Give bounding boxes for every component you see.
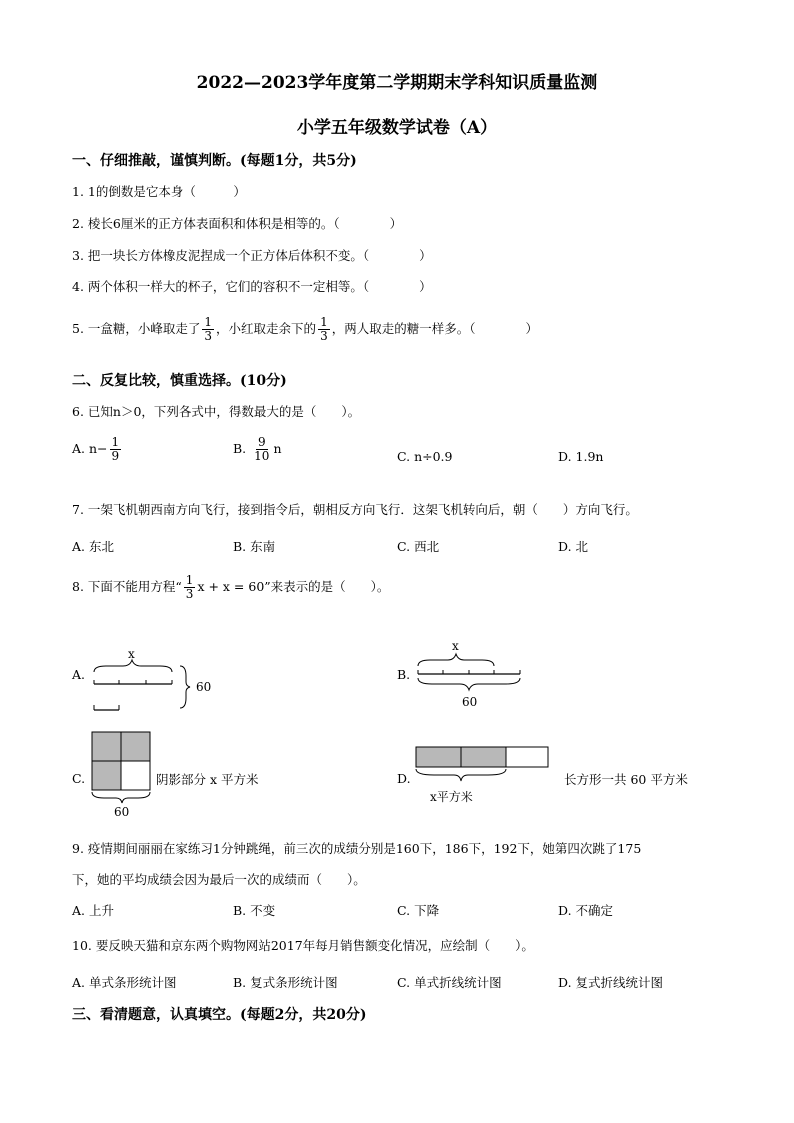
q6-option-b: B. $\frac{9}{10}$ n xyxy=(233,435,282,464)
q8-option-b-label: B. xyxy=(397,667,411,682)
question-8: 8. 下面不能用方程“ $\frac{1}{3}$ x + x = 60”来表示的是（ ）。 xyxy=(72,573,390,602)
q10-option-d: D. 复式折线统计图 xyxy=(558,975,664,990)
q5-text-a: 5. 一盒糖，小峰取走了 xyxy=(72,321,201,337)
q6-option-c: C. n÷0.9 xyxy=(397,449,453,464)
q8-b-x-label: x xyxy=(452,639,459,653)
question-2: 2. 棱长6厘米的正方体表面积和体积是相等的。（ ） xyxy=(72,216,403,231)
question-5 xyxy=(72,316,538,343)
q8-option-d-label: D. xyxy=(397,771,411,786)
q9-option-c: C. 下降 xyxy=(397,903,440,918)
q7-option-b: B. 东南 xyxy=(233,539,276,554)
q6-option-a: A. n− $\frac{1}{9}$ xyxy=(72,435,120,464)
q10-option-b: B. 复式条形统计图 xyxy=(233,975,338,990)
q8-option-a-label: A. xyxy=(72,667,86,682)
q8-c-60-label: 60 xyxy=(114,805,130,818)
question-4: 4. 两个体积一样大的杯子，它们的容积不一定相等。（ ） xyxy=(72,279,432,294)
q8-option-c-diagram xyxy=(88,728,158,818)
q8-option-d-text: 长方形一共 60 平方米 xyxy=(564,772,688,787)
q8-option-d-diagram xyxy=(414,745,554,810)
q5-fraction-2: $\frac{1}{3}$ xyxy=(320,315,328,344)
q8-b-60-label: 60 xyxy=(462,695,478,709)
exam-title: 2022—2023学年度第二学期期末学科知识质量监测 xyxy=(196,73,598,93)
question-7: 7. 一架飞机朝西南方向飞行，接到指令后，朝相反方向飞行．这架飞机转向后，朝（ ）方向飞行。 xyxy=(72,502,638,517)
question-6: 6. 已知n＞0，下列各式中，得数最大的是（ ）。 xyxy=(72,404,361,419)
q7-option-a: A. 东北 xyxy=(72,539,114,554)
section2-heading: 二、反复比较，慎重选择。(10分) xyxy=(72,373,287,389)
q8-d-x-label: x平方米 xyxy=(430,790,473,804)
q10-option-a: A. 单式条形统计图 xyxy=(72,975,177,990)
q5-text-b: ，小红取走余下的 xyxy=(216,321,317,337)
q7-option-d: D. 北 xyxy=(558,539,589,554)
q7-option-c: C. 西北 xyxy=(397,539,440,554)
section3-heading: 三、看清题意，认真填空。(每题2分，共20分) xyxy=(72,1007,367,1023)
q10-option-c: C. 单式折线统计图 xyxy=(397,975,502,990)
section1-heading: 一、仔细推敲，谨慎判断。(每题1分，共5分) xyxy=(72,153,357,169)
q8-option-b-diagram xyxy=(412,636,522,712)
q5-fraction-1: $\frac{1}{3}$ xyxy=(204,315,213,344)
question-1: 1. 1的倒数是它本身（ ） xyxy=(72,184,246,199)
q8-a-x-label: x xyxy=(128,647,135,661)
q5-text-c: ，两人取走的糖一样多。（ ） xyxy=(331,321,538,337)
q9-option-b: B. 不变 xyxy=(233,903,276,918)
question-9-line1: 9. 疫情期间丽丽在家练习1分钟跳绳，前三次的成绩分别是160下，186下，192下，她第四次跳了175 xyxy=(72,841,642,856)
q8-option-a-diagram xyxy=(88,640,228,720)
q8-a-60-label: 60 xyxy=(196,680,212,694)
question-3: 3. 把一块长方体橡皮泥捏成一个正方体后体积不变。（ ） xyxy=(72,248,432,263)
question-9-line2: 下，她的平均成绩会因为最后一次的成绩而（ ）。 xyxy=(72,872,366,887)
q9-option-d: D. 不确定 xyxy=(558,903,614,918)
q8-option-c-text: 阴影部分 x 平方米 xyxy=(156,772,259,787)
q8-option-c-label: C. xyxy=(72,771,86,786)
exam-subtitle: 小学五年级数学试卷（A） xyxy=(296,118,498,138)
q9-option-a: A. 上升 xyxy=(72,903,114,918)
q6-option-d: D. 1.9n xyxy=(558,449,604,464)
question-10: 10. 要反映天猫和京东两个购物网站2017年每月销售额变化情况，应绘制（ ）。 xyxy=(72,938,534,953)
